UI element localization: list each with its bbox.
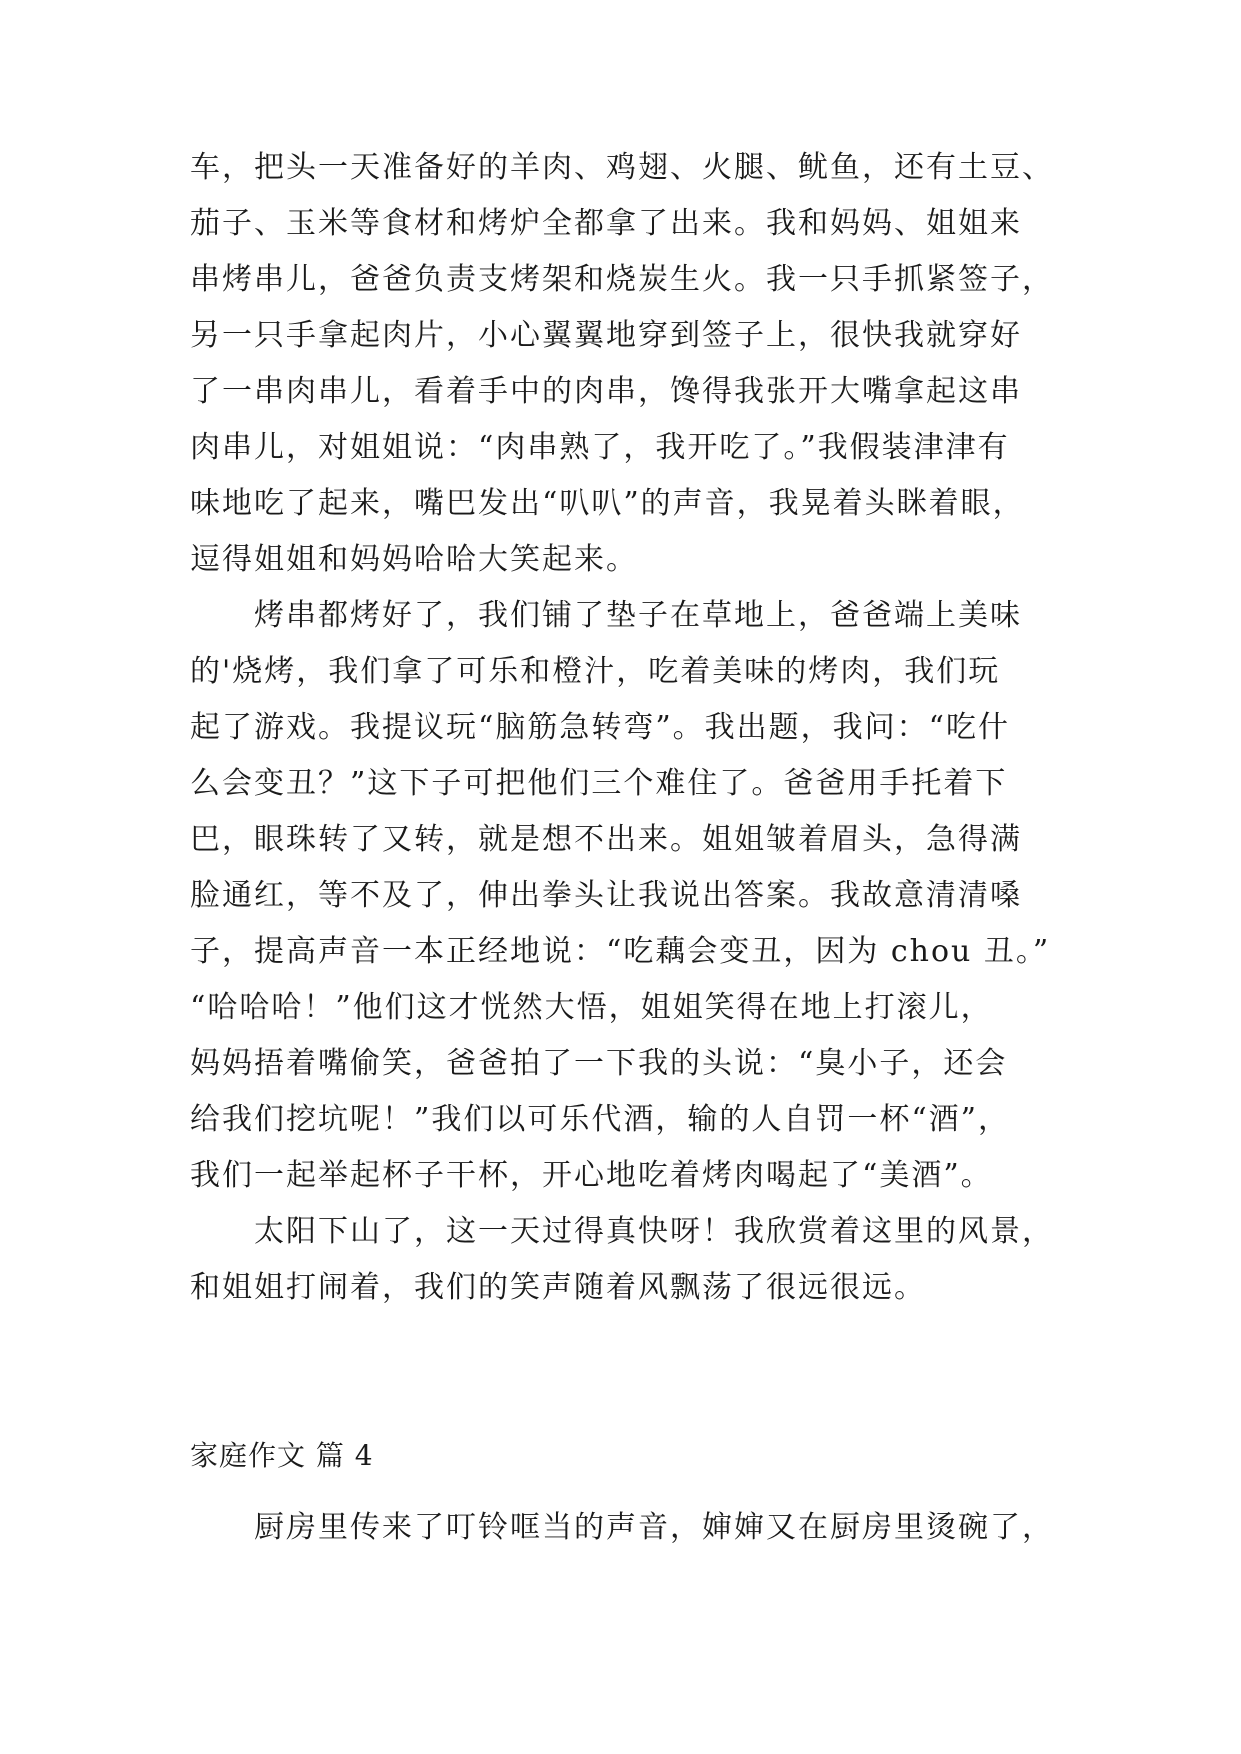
- text-line: 和姐姐打闹着，我们的笑声随着风飘荡了很远很远。: [190, 1270, 926, 1305]
- essay-body-bottom: [190, 1500, 1070, 1556]
- text-line: 串烤串儿，爸爸负责支烤架和烧炭生火。我一只手抓紧签子，: [190, 262, 1054, 297]
- text-line: 给我们挖坑呢！”我们以可乐代酒，输的人自罚一杯“酒”，: [190, 1102, 1011, 1137]
- text-line: 肉串儿，对姐姐说：“肉串熟了，我开吃了。”我假装津津有: [190, 430, 1010, 465]
- text-line: 巴，眼珠转了又转，就是想不出来。姐姐皱着眉头，急得满: [190, 822, 1022, 857]
- paragraph-2: [190, 588, 1070, 1204]
- text-line: 的'烧烤，我们拿了可乐和橙汁，吃着美味的烤肉，我们玩: [190, 654, 1001, 689]
- essay-body-top: [190, 140, 1070, 1316]
- text-line: 么会变丑？”这下子可把他们三个难住了。爸爸用手托着下: [190, 766, 1008, 801]
- paragraph-3: [190, 1204, 1070, 1316]
- text-line: 起了游戏。我提议玩“脑筋急转弯”。我出题，我问：“吃什: [190, 710, 1011, 745]
- paragraph-4: [190, 1500, 1070, 1556]
- paragraph-1: [190, 140, 1070, 588]
- text-line: 子，提高声音一本正经地说：“吃藕会变丑，因为 chou 丑。”: [190, 934, 1051, 969]
- text-line: 烤串都烤好了，我们铺了垫子在草地上，爸爸端上美味: [254, 598, 1022, 633]
- text-line: 脸通红，等不及了，伸出拳头让我说出答案。我故意清清嗓: [190, 878, 1022, 913]
- text-line: 茄子、玉米等食材和烤炉全都拿了出来。我和妈妈、姐姐来: [190, 206, 1022, 241]
- text-line: 我们一起举起杯子干杯，开心地吃着烤肉喝起了“美酒”。: [190, 1158, 993, 1193]
- text-line: 妈妈捂着嘴偷笑，爸爸拍了一下我的头说：“臭小子，还会: [190, 1046, 1008, 1081]
- text-line: 另一只手拿起肉片，小心翼翼地穿到签子上，很快我就穿好: [190, 318, 1022, 353]
- text-line: 太阳下山了，这一天过得真快呀！我欣赏着这里的风景，: [254, 1214, 1054, 1249]
- text-line: 了一串肉串儿，看着手中的肉串，馋得我张开大嘴拿起这串: [190, 374, 1022, 409]
- text-line: 厨房里传来了叮铃哐当的声音，婶婶又在厨房里烫碗了，: [254, 1510, 1054, 1545]
- text-line: 味地吃了起来，嘴巴发出“叭叭”的声音，我晃着头眯着眼，: [190, 486, 1025, 521]
- text-line: 车，把头一天准备好的羊肉、鸡翅、火腿、鱿鱼，还有土豆、: [190, 150, 1054, 185]
- text-line: 逗得姐姐和妈妈哈哈大笑起来。: [190, 542, 638, 577]
- text-line: “哈哈哈！”他们这才恍然大悟，姐姐笑得在地上打滚儿，: [190, 990, 993, 1025]
- section-title: 家庭作文 篇 4: [190, 1439, 374, 1472]
